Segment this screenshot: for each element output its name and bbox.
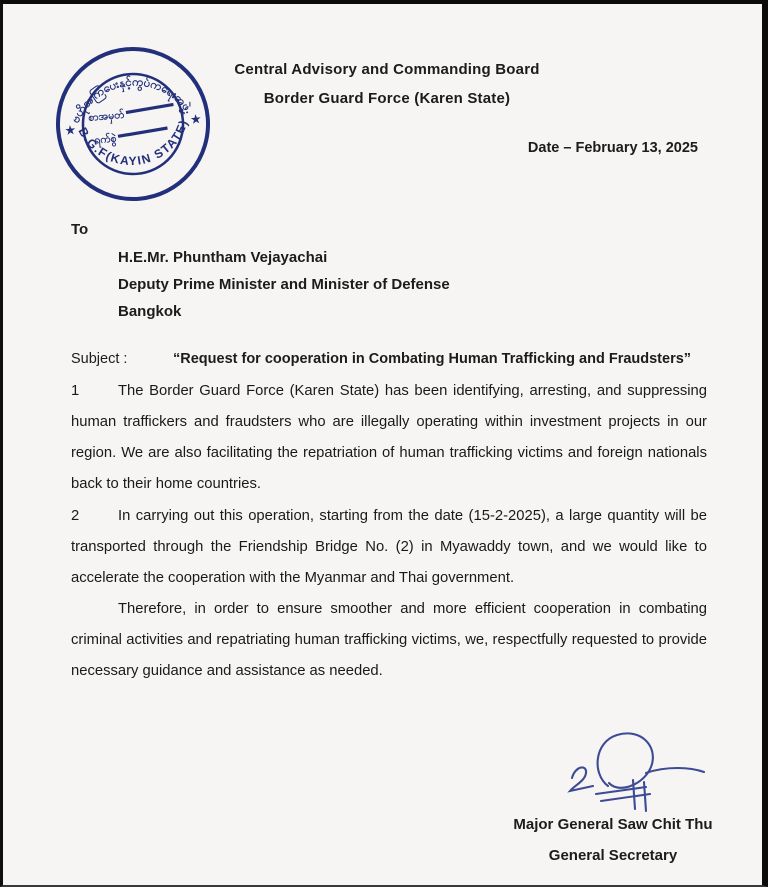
seal-star-left-icon: ★ bbox=[63, 122, 77, 138]
body-paragraph-2 bbox=[71, 501, 707, 594]
recipient-city: Bangkok bbox=[118, 303, 182, 320]
letterhead-line2: Border Guard Force (Karen State) bbox=[263, 90, 511, 107]
signatory-title: General Secretary bbox=[548, 847, 678, 864]
paragraph-3-text: Therefore, in order to ensure smoother and more efficient cooperation in combating criminal activities and repatriating human trafficking victims, we, respectfully requested to provide necessary guidance and assistance as needed. bbox=[71, 601, 707, 679]
seal-date-label: ရက်စွဲ bbox=[93, 132, 117, 147]
recipient-title: Deputy Prime Minister and Minister of Defense bbox=[118, 276, 450, 293]
subject-label: Subject : bbox=[71, 351, 128, 367]
subject-text: “Request for cooperation in Combating Human Trafficking and Fraudsters” bbox=[173, 351, 692, 367]
body-paragraph-3 bbox=[71, 594, 707, 687]
handwritten-signature bbox=[556, 724, 706, 819]
signatory-name: Major General Saw Chit Thu bbox=[513, 816, 713, 833]
paragraph-2-text: In carrying out this operation, starting from the date (15-2-2025), a large quantity will be transported through the Friendship Bridge No. (2) in Myawaddy town, and we would like to accelerate the cooperation with the Myanmar and Thai government. bbox=[71, 508, 707, 586]
seal-arc-bottom-text: B.G.F(KAYIN STATE) bbox=[75, 117, 191, 169]
paragraph-2-number: 2 bbox=[71, 508, 80, 524]
date-line: Date – February 13, 2025 bbox=[527, 140, 698, 156]
subject-row bbox=[71, 351, 707, 367]
paragraph-1-number: 1 bbox=[71, 383, 80, 399]
recipient-name: H.E.Mr. Phuntham Vejayachai bbox=[118, 249, 328, 266]
recipient-salutation: To bbox=[71, 221, 89, 238]
body-paragraph-1 bbox=[71, 376, 707, 500]
paragraph-1-text: The Border Guard Force (Karen State) has been identifying, arresting, and suppressing human traffickers and fraudsters who are illegally operating within investment projects in our region. We are also facilitating the repatriation of human trafficking victims and foreign nationals back to their home countries. bbox=[71, 383, 707, 492]
signature-ink-icon bbox=[556, 724, 706, 819]
seal-date-line bbox=[118, 128, 168, 136]
letterhead-line1: Central Advisory and Commanding Board bbox=[234, 61, 540, 78]
seal-arc-top-text: ဗဟိုအကြံပေးနှင့်ကွပ်ကဲရေးအဖွဲ့. bbox=[69, 76, 195, 125]
seal-star-right-icon: ★ bbox=[189, 111, 203, 127]
seal-letter-no-label: စာအမှတ် bbox=[87, 108, 125, 124]
